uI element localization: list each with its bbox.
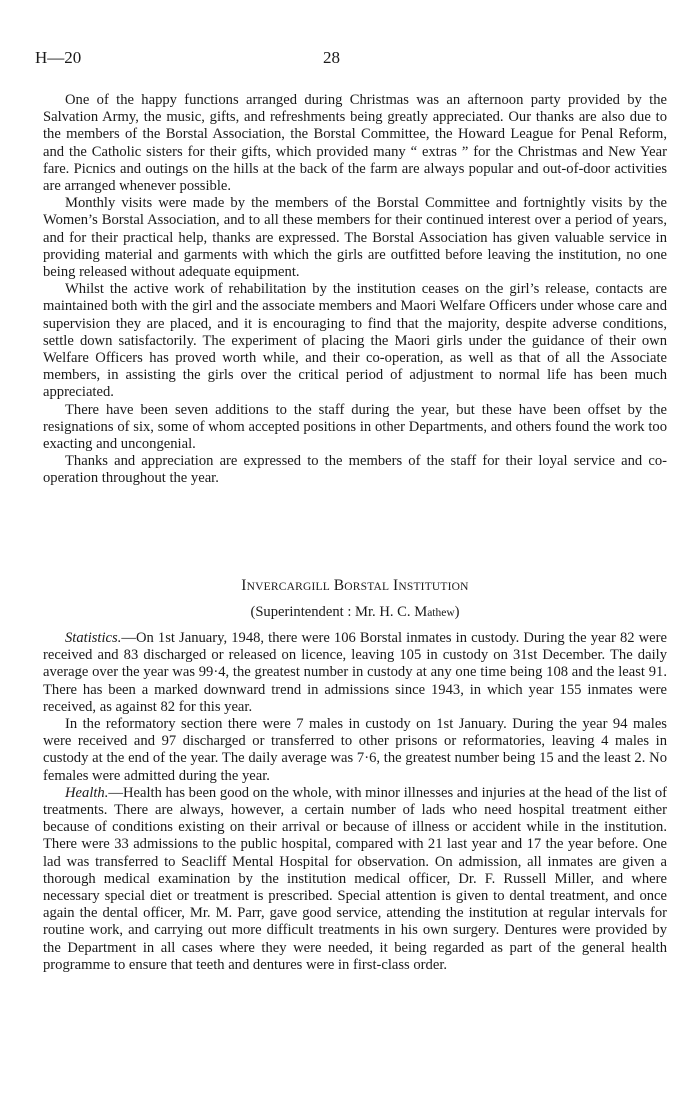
body-text-top: [43, 92, 667, 488]
paragraph: One of the happy functions arranged during Christmas was an afternoon party provided by the Salvation Army, the music, gifts, and refreshments being greatly appreciated. Our thanks are also due to the members of the Borstal Association, the Borstal Committee, the Howard League for Penal Reform, and the Catholic sisters for their gifts, which provided many “ extras ” for the Christmas and New Year fare. Picnics and outings on the hills at the back of the farm are always popular and out-of-door activities are arranged whenever possible.: [43, 92, 667, 195]
heading-initial: I: [241, 577, 247, 594]
superintendent-prefix: (Superintendent : Mr. H. C. M: [250, 604, 428, 620]
paragraph: There have been seven additions to the staff during the year, but these have been offset by the resignations of six, some of whom accepted positions in other Departments, and others found the work too exacting and uncongenial.: [43, 401, 667, 453]
paragraph: [43, 785, 667, 974]
paragraph-text: —Health has been good on the whole, with minor illnesses and injuries at the head of the list of treatments. There are always, however, a certain number of lads who need hospital treatment either because of conditions existing on their arrival or because of illness or accident while in the institution. There were 33 admissions to the public hospital, compared with 21 last year and 17 the year before. One lad was transferred to Seacliff Mental Hospital for observation. On admission, all inmates are given a thorough medical examination by the institution medical officer, Dr. F. Russell Miller, and where necessary special diet or treatment is prescribed. Special attention is given to dental treatment, and once again the dental officer, Mr. M. Parr, gave good service, attending the institution at regular intervals for routine work, and carrying out more difficult treatments in his own surgery. Dentures were provided by the Department in all cases where they were needed, it being regarded as part of the general health programme to ensure that teeth and dentures were in first-class order.: [43, 784, 667, 973]
heading-initial: B: [333, 577, 345, 594]
page-number: 28: [323, 48, 340, 67]
section-heading: [43, 577, 667, 595]
paragraph-lead: Health.: [65, 784, 109, 801]
paragraph-text: In the reformatory section there were 7 males in custody on 1st January. During the year 94 males were received and 97 discharged or transferred to other prisons or reformatories, leaving 4 males in custody at the end of the year. The daily average was 7·6, the greatest number being 15 and the least 2. No females were admitted during the year.: [43, 716, 667, 784]
paragraph: [43, 630, 667, 716]
document-reference: H—20: [35, 48, 82, 67]
paragraph-lead: Statistics.: [65, 630, 122, 646]
paragraph-text: —On 1st January, 1948, there were 106 Borstal inmates in custody. During the year 82 were received and 83 discharged or released on licence, leaving 105 in custody on 31st December. The daily average over the year was 99·4, the greatest number in custody at any one time being 108 and the least 91. There has been a marked downward trend in admissions since 1943, in which year 155 inmates were received, as against 82 for this year.: [43, 630, 667, 715]
heading-word: NSTITUTION: [398, 581, 469, 593]
heading-initial: I: [392, 577, 399, 594]
body-text-bottom: [43, 630, 667, 974]
superintendent-line: [43, 604, 667, 621]
paragraph: [43, 716, 667, 785]
running-header: [35, 48, 665, 72]
paragraph: Monthly visits were made by the members of the Borstal Committee and fortnightly visits by the Women’s Borstal Association, and to all these members for their continued interest over a period of years, and for their practical help, thanks are expressed. The Borstal Association has given valuable service in providing material and garments with which the girls are outfitted before leaving the institution, no one being released without adequate equipment.: [43, 195, 667, 281]
superintendent-suffix: ): [454, 604, 460, 620]
heading-word: NVERCARGILL: [246, 581, 330, 593]
paragraph: Thanks and appreciation are expressed to the members of the staff for their loyal service and co-operation throughout the year.: [43, 453, 667, 487]
heading-word: ORSTAL: [344, 581, 390, 593]
paragraph: Whilst the active work of rehabilitation by the institution ceases on the girl’s release, contacts are maintained both with the girl and the associate members and Maori Welfare Officers under whose care and supervision they are placed, and it is encouraging to find that the majority, despite adverse conditions, settle down satisfactorily. The experiment of placing the Maori girls under the guidance of their own Welfare Officers has proved worth while, and their co-operation, as well as that of all the Associate members, in assisting the girls over the critical period of adjustment to normal life has been much appreciated.: [43, 281, 667, 401]
superintendent-surname: athew: [427, 607, 455, 619]
